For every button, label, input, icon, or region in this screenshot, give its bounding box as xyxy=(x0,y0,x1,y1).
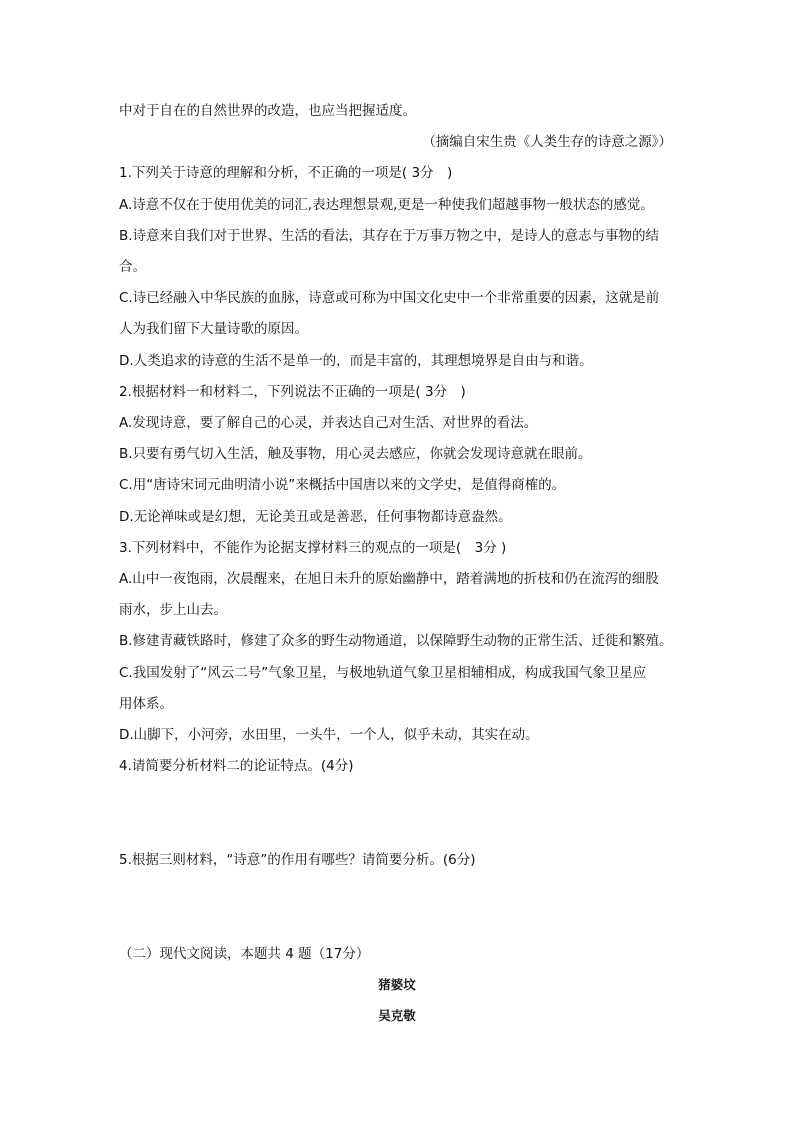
question-3-option-a: A.山中一夜饱雨，次晨醒来，在旭日未升的原始幽静中，踏着满地的折枝和仍在流泻的细股 xyxy=(119,571,659,587)
question-2-option-d: D.无论禅味或是幻想，无论美丑或是善恶，任何事物都诗意盎然。 xyxy=(119,509,512,525)
story-title: 猪婆坟 xyxy=(378,977,416,992)
question-1-option-b-cont: 合。 xyxy=(119,259,146,275)
question-3-option-b: B.修建青藏铁路时，修建了众多的野生动物通道，以保障野生动物的正常生活、迁徙和繁殖。 xyxy=(119,633,673,649)
question-3-option-a-cont: 雨水，步上山去。 xyxy=(119,602,227,618)
question-1-option-d: D.人类追求的诗意的生活不是单一的，而是丰富的，其理想境界是自由与和谐。 xyxy=(119,353,593,369)
question-2-stem: 2.根据材料一和材料二，下列说法不正确的一项是( 3分 ) xyxy=(119,384,466,400)
question-3-option-d: D.山脚下，小河旁，水田里，一头牛，一个人，似乎未动，其实在动。 xyxy=(119,727,539,743)
passage-continuation: 中对于自在的自然世界的改造，也应当把握适度。 xyxy=(119,103,416,119)
section-heading: （二）现代文阅读，本题共 4 题（17分） xyxy=(119,946,370,962)
question-2-option-a: A.发现诗意，要了解自己的心灵，并表达自己对生活、对世界的看法。 xyxy=(119,415,538,431)
question-2-option-b: B.只要有勇气切入生活，触及事物，用心灵去感应，你就会发现诗意就在眼前。 xyxy=(119,446,592,462)
question-1-option-a: A.诗意不仅在于使用优美的词汇,表达理想景观,更是一种使我们超越事物一般状态的感觉。 xyxy=(119,197,654,213)
question-3-option-c-cont: 用体系。 xyxy=(119,696,173,712)
question-3-stem: 3.下列材料中，不能作为论据支撑材料三的观点的一项是( 3分 ) xyxy=(119,540,507,556)
question-1-option-c-cont: 人为我们留下大量诗歌的原因。 xyxy=(119,321,308,337)
question-3-option-c: C.我国发射了“风云二号”气象卫星，与极地轨道气象卫星相辅相成，构成我国气象卫星应 xyxy=(119,665,647,681)
question-4-stem: 4.请简要分析材料二的论证特点。(4分) xyxy=(119,758,354,774)
story-author: 吴克敬 xyxy=(378,1008,416,1023)
question-1-option-b: B.诗意来自我们对于世界、生活的看法，其存在于万事万物之中，是诗人的意志与事物的结 xyxy=(119,228,660,244)
question-2-option-c: C.用“唐诗宋词元曲明清小说”来概括中国唐以来的文学史，是值得商榷的。 xyxy=(119,477,566,493)
question-1-stem: 1.下列关于诗意的理解和分析，不正确的一项是( 3分 ) xyxy=(119,165,453,181)
question-1-option-c: C.诗已经融入中华民族的血脉，诗意或可称为中国文化史中一个非常重要的因素，这就是前 xyxy=(119,290,660,306)
question-5-stem: 5.根据三则材料，“诗意”的作用有哪些？请简要分析。(6分) xyxy=(119,852,476,868)
passage-source: （摘编自宋生贵《人类生存的诗意之源》） xyxy=(422,134,672,150)
